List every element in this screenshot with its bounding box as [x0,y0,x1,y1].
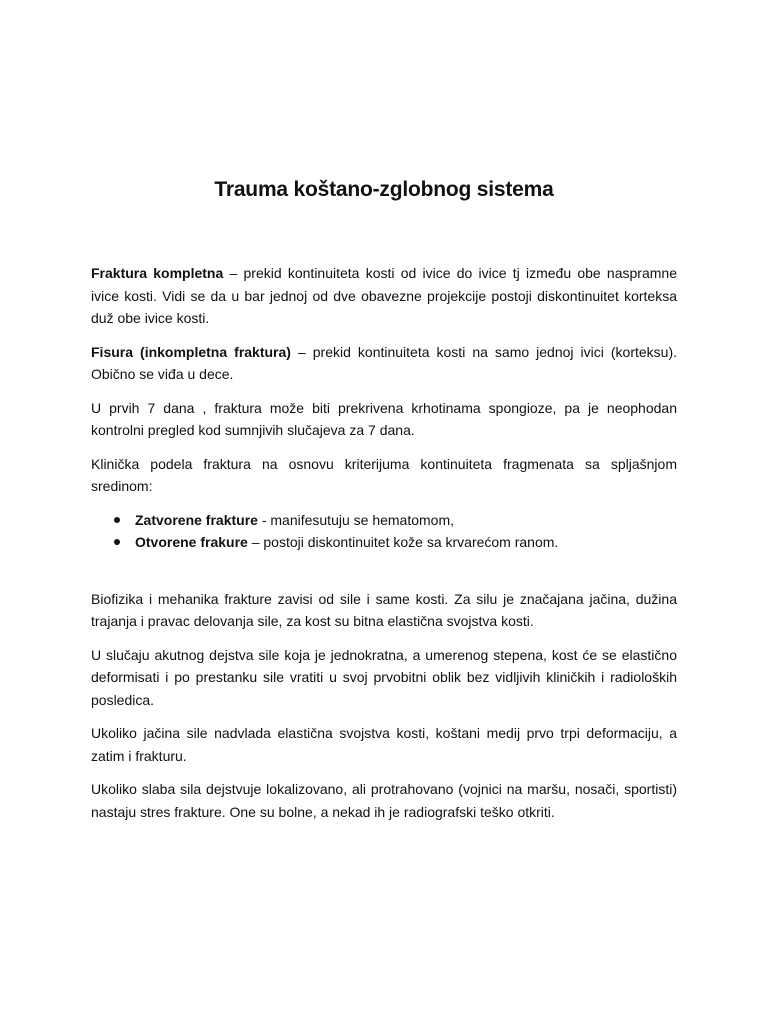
definition-fraktura-kompletna: – prekid kontinuiteta kosti od ivice do ivice tj između obe naspramne ivice kosti. Vidi se da u bar jednoj od dve obavezne projekcije postoji diskontinuitet korteksa duž obe ivice kosti. [91,265,677,326]
paragraph-stres-frakture: Ukoliko slaba sila dejstvuje lokalizovano, ali protrahovano (vojnici na maršu, nosači, sportisti) nastaju stres frakture. One su bolne, a nekad ih je radiografski teško otkriti. [91,781,677,820]
paragraph-fraktura-kompletna [91,262,677,330]
fracture-type-list [91,509,677,554]
term-fisura: Fisura (inkompletna fraktura) [91,343,291,360]
paragraph-prvih-7-dana: U prvih 7 dana , fraktura može biti prekrivena krhotinama spongioze, pa je neophodan kontrolni pregled kod sumnjivih slučajeva za 7 dana. [91,399,677,438]
definition-fisura: – prekid kontinuiteta kosti na samo jednoj ivici (korteksu). Obično se viđa u dece. [91,343,677,382]
list-item-text: – postoji diskontinuitet kože sa krvarećom ranom. [247,534,559,550]
list-item-term: Zatvorene frakture [135,511,258,528]
list-item-text: - manifesutuju se hematomom, [257,511,455,528]
bullet-icon [114,517,120,523]
document-body [91,262,677,834]
bullet-icon [114,539,120,545]
paragraph-akutno-dejstvo: U slučaju akutnog dejstva sile koja je jednokratna, a umerenog stepena, kost će se elastično deformisati i po prestanku sile vratiti u svoj prvobitni oblik bez vidljivih kliničkih i radioloških posledica. [91,646,677,708]
paragraph-biofizika: Biofizika i mehanika frakture zavisi od sile i same kosti. Za silu je značajana jačina, dužina trajanja i pravac delovanja sile, za kost su bitna elastična svojstva kosti. [91,590,677,629]
list-item [91,509,677,532]
term-fraktura-kompletna: Fraktura kompletna [91,265,224,281]
list-item-term: Otvorene frakure [135,534,248,550]
paragraph-fisura [91,341,677,386]
paragraph-jacina-sile: Ukoliko jačina sile nadvlada elastična svojstva kosti, koštani medij prvo trpi deformaciju, a zatim i frakturu. [91,725,677,764]
paragraph-klinicka-podela: Klinička podela fraktura na osnovu kriterijuma kontinuiteta fragmenata sa spljašnjom sredinom: [91,455,677,494]
list-item [91,531,677,554]
document-title: Trauma koštano-zglobnog sistema [214,178,554,201]
